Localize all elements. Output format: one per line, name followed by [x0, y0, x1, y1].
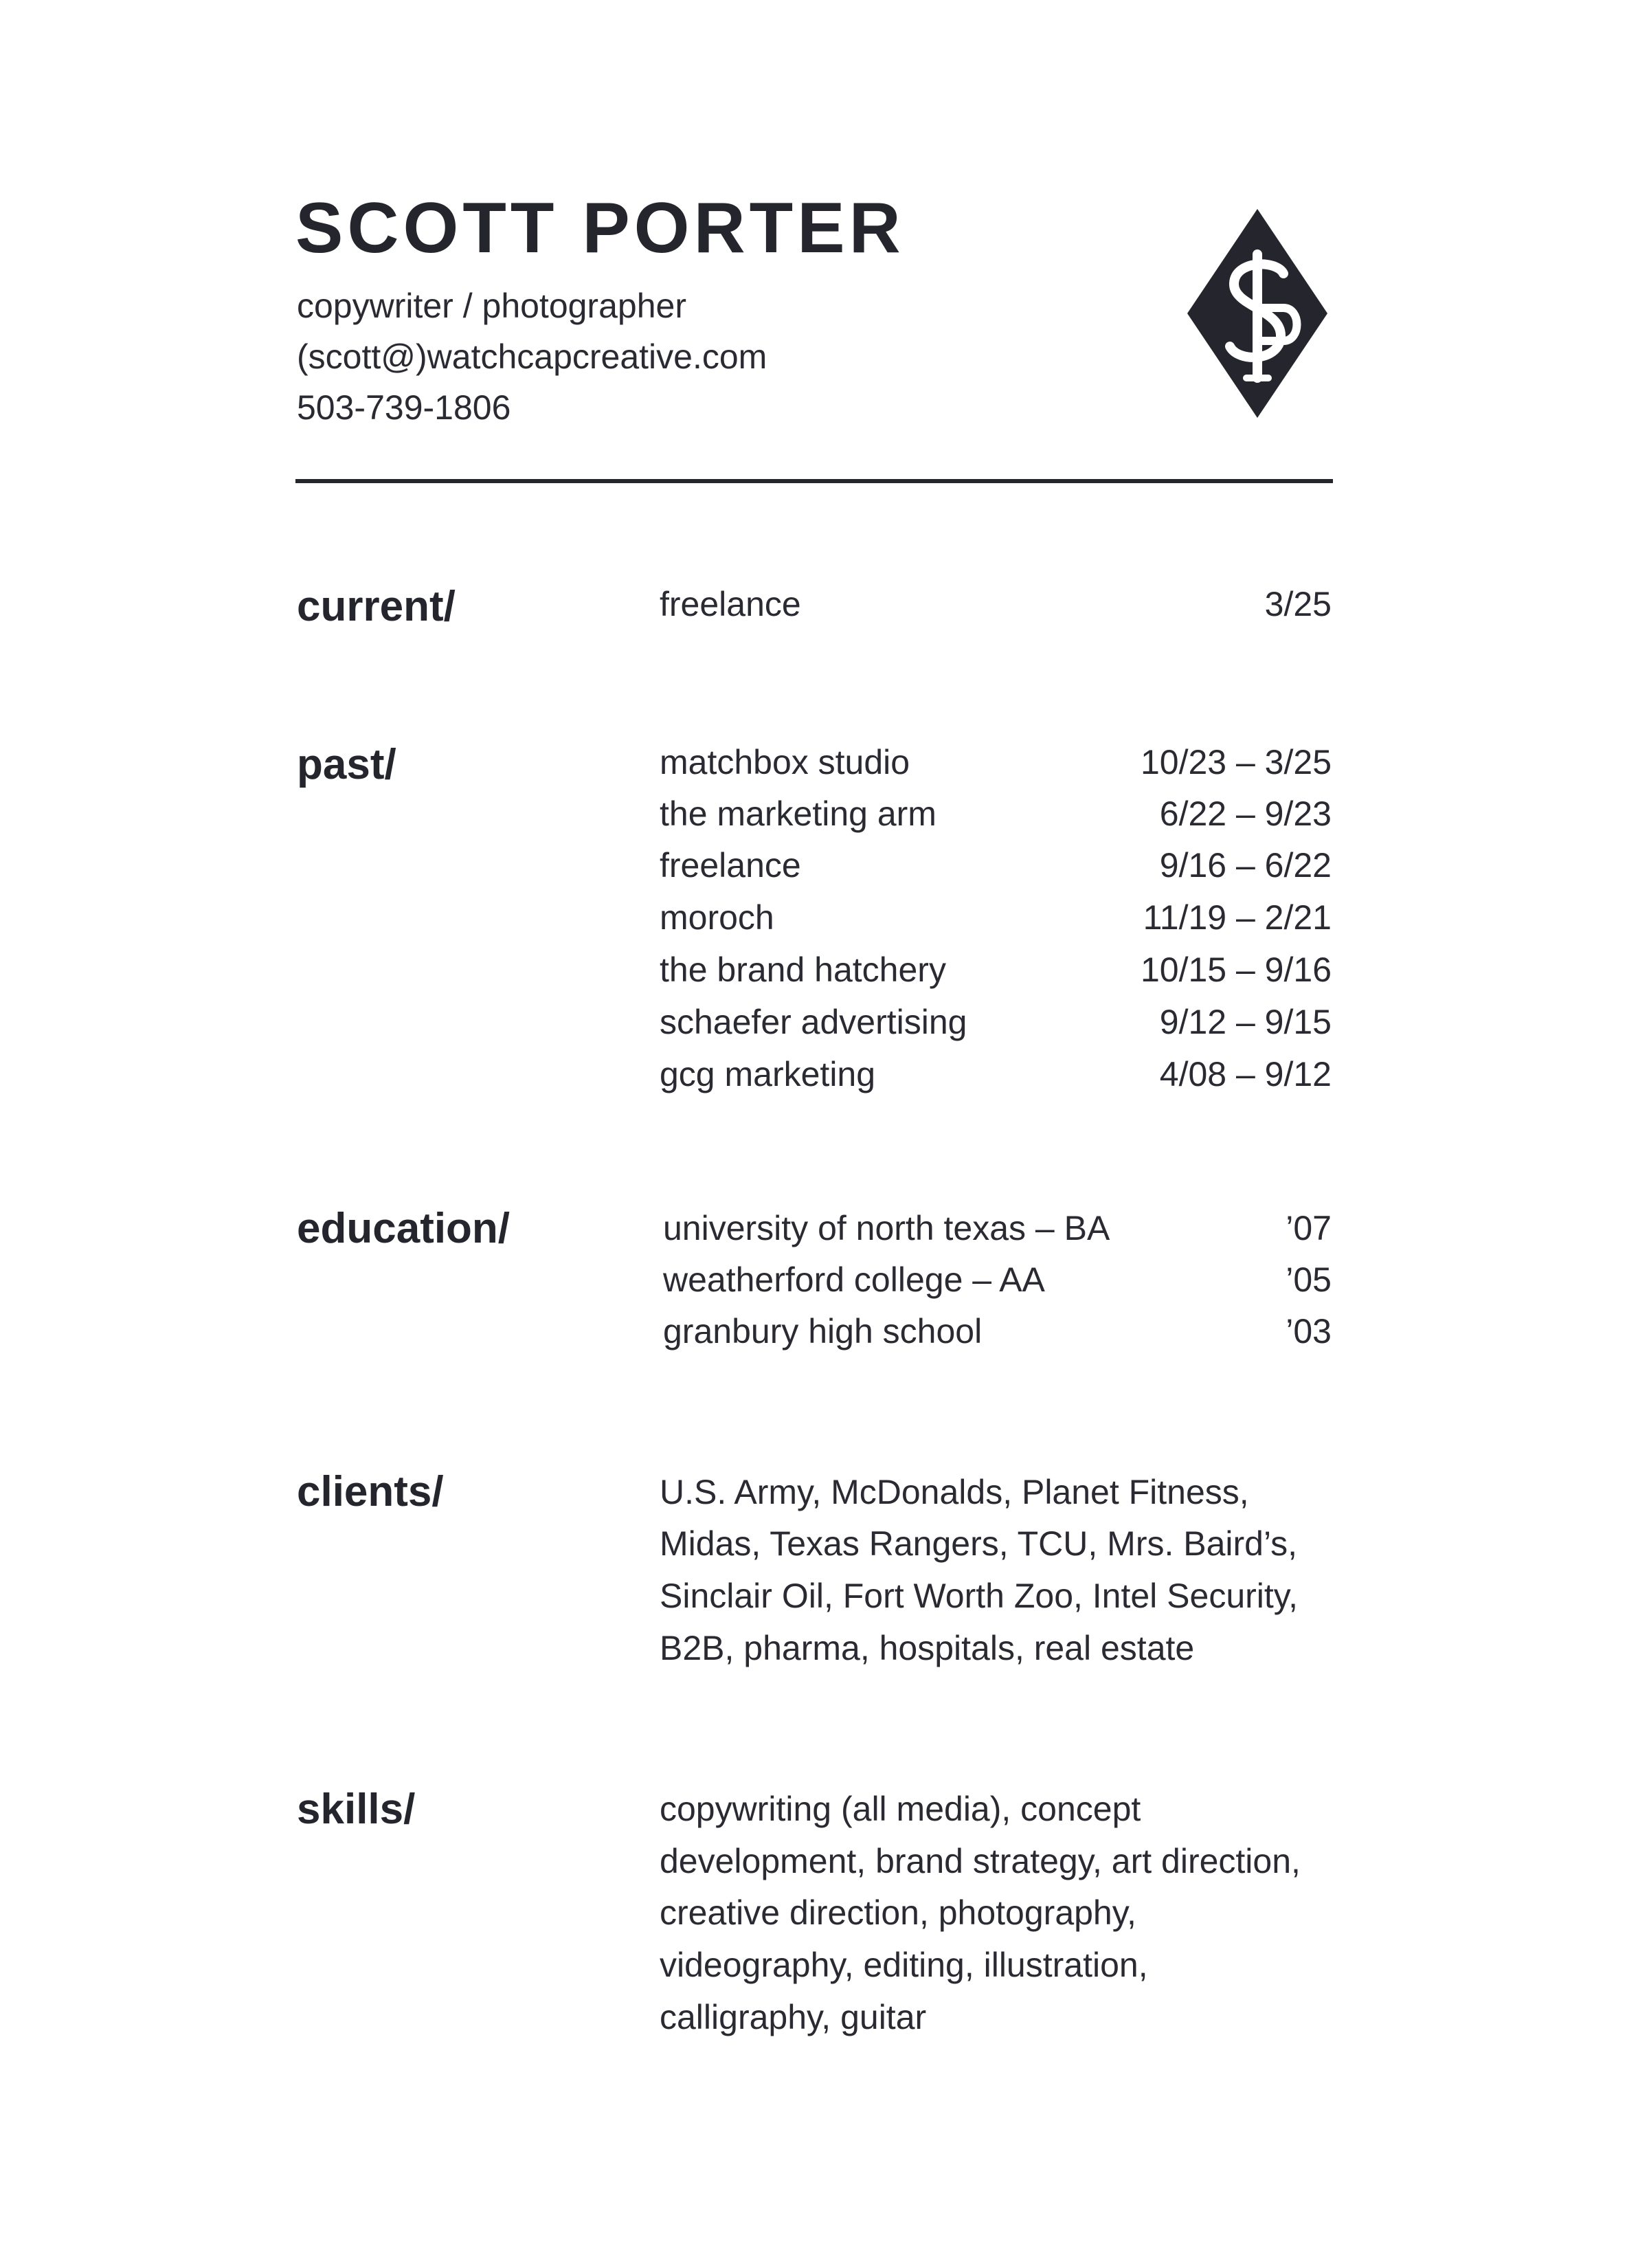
education-item-year: ’07	[1286, 1209, 1332, 1247]
clients-line: Sinclair Oil, Fort Worth Zoo, Intel Security,	[660, 1577, 1298, 1615]
past-item-dates: 9/16 – 6/22	[1159, 846, 1332, 885]
past-item-dates: 10/23 – 3/25	[1140, 743, 1332, 781]
phone-text: 503-739-1806	[297, 388, 511, 427]
past-item-dates: 4/08 – 9/12	[1159, 1055, 1332, 1093]
past-item-name: the marketing arm	[660, 794, 936, 833]
past-item-name: freelance	[660, 846, 801, 885]
current-item-dates: 3/25	[1264, 585, 1332, 623]
past-item-dates: 6/22 – 9/23	[1159, 794, 1332, 833]
past-item-name: schaefer advertising	[660, 1003, 967, 1041]
clients-line: B2B, pharma, hospitals, real estate	[660, 1629, 1195, 1667]
past-item-name: matchbox studio	[660, 743, 910, 781]
past-item-name: the brand hatchery	[660, 950, 946, 989]
clients-line: U.S. Army, McDonalds, Planet Fitness,	[660, 1473, 1249, 1511]
current-item-name: freelance	[660, 585, 801, 623]
skills-line: calligraphy, guitar	[660, 1998, 927, 2036]
past-item-dates: 9/12 – 9/15	[1159, 1003, 1332, 1041]
section-label-clients: clients/	[297, 1468, 444, 1515]
section-label-skills: skills/	[297, 1786, 416, 1833]
education-item-year: ’05	[1286, 1260, 1332, 1299]
past-item-name: moroch	[660, 898, 774, 937]
past-item-dates: 11/19 – 2/21	[1143, 898, 1332, 937]
past-item-dates: 10/15 – 9/16	[1140, 950, 1332, 989]
section-label-past: past/	[297, 741, 396, 788]
past-item-name: gcg marketing	[660, 1055, 876, 1093]
resume-name: SCOTT PORTER	[295, 188, 905, 268]
skills-line: copywriting (all media), concept	[660, 1790, 1141, 1828]
skills-line: creative direction, photography,	[660, 1893, 1136, 1932]
email-text: (scott@)watchcapcreative.com	[297, 337, 767, 376]
education-item-year: ’03	[1286, 1312, 1332, 1350]
clients-line: Midas, Texas Rangers, TCU, Mrs. Baird’s,	[660, 1524, 1298, 1563]
section-label-current: current/	[297, 583, 456, 630]
sp-monogram-logo-icon	[1180, 206, 1334, 421]
header-divider	[295, 479, 1333, 483]
education-item-name: weatherford college – AA	[663, 1260, 1045, 1299]
section-label-education: education/	[297, 1205, 511, 1252]
skills-line: videography, editing, illustration,	[660, 1946, 1148, 1984]
job-title: copywriter / photographer	[297, 287, 686, 325]
education-item-name: university of north texas – BA	[663, 1209, 1110, 1247]
education-item-name: granbury high school	[663, 1312, 983, 1350]
skills-line: development, brand strategy, art direction,	[660, 1842, 1301, 1880]
